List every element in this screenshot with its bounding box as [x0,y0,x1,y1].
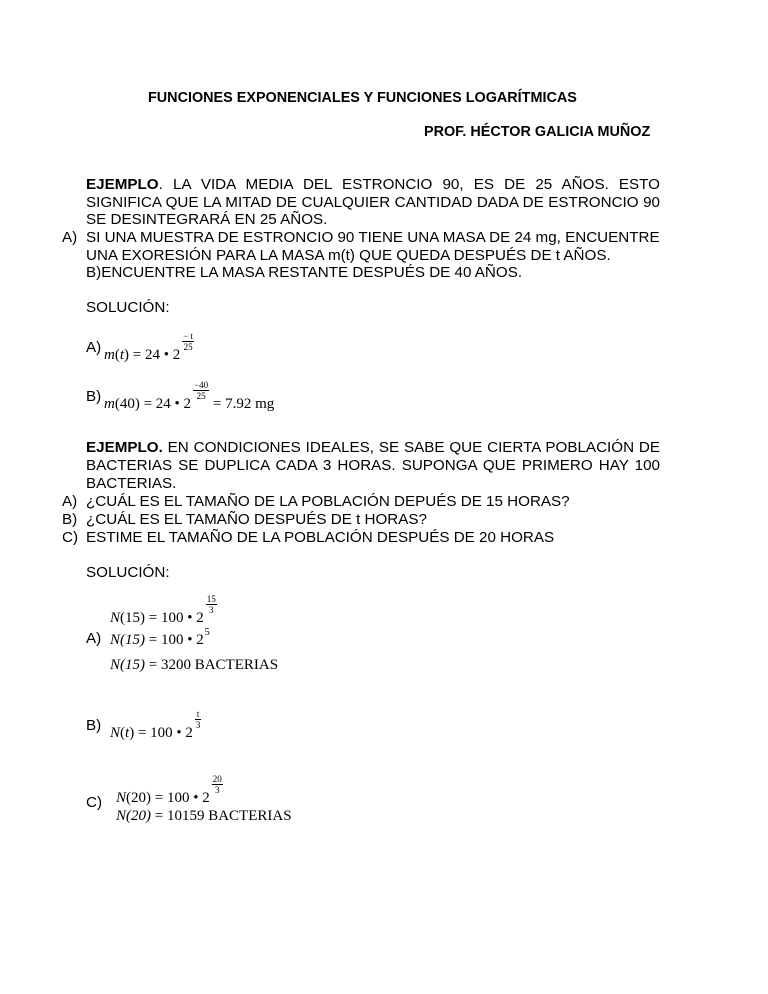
ex2-question-c-text: ESTIME EL TAMAÑO DE LA POBLACIÓN DESPUÉS DE 20 HORAS [86,529,555,546]
ex1-intro-text-1: . LA VIDA MEDIA DEL ESTRONCIO 90, ES DE 25 AÑOS. ESTO [158,176,660,193]
author-line: PROF. HÉCTOR GALICIA MUÑOZ [424,124,651,140]
ex2-sol-b-fn: N [110,725,121,741]
ex1-sol-a-eq: = 24 • 2 [132,347,181,363]
ex2-sol-a3-result: = 3200 BACTERIAS [148,657,279,673]
ex2-sol-a1-eq: = 100 • 2 [148,610,204,626]
ex2-question-a-text: ¿CUÁL ES EL TAMAÑO DE LA POBLACIÓN DEPUÉS DE 15 HORAS? [86,493,570,510]
ex2-sol-a1-arg: 15 [125,610,141,626]
ex1-sol-a-exponent [182,331,194,352]
ex1-intro-line-1 [86,176,660,193]
ex2-solution-b-label: B) [86,717,102,734]
ex1-sol-a-arg: t [119,347,125,363]
ex2-sol-c-line-2 [116,808,292,825]
ex2-intro-line-1 [86,439,660,456]
ex2-question-b-marker: B) [62,511,78,528]
ex1-sol-b-fn: m [104,396,115,412]
ex1-sol-a-exp-den: 25 [183,342,193,352]
ex2-sol-a2-exp: 5 [204,627,210,638]
ex2-sol-b-formula: N(t) = 100 • 2 $\frac{t}{3}$ [110,709,201,741]
ex1-sol-b-exp-den: 25 [196,391,206,401]
ex2-sol-b-exp-num: t [196,709,200,719]
ex2-sol-c2-lhs: N(20) [116,808,151,824]
ex2-solution-a-label: A) [86,630,102,647]
ex1-solution-a-label: A) [86,339,102,356]
ex1-heading: EJEMPLO [86,176,159,193]
ex2-question-a-marker: A) [62,493,78,510]
ex1-sol-a-exp-num: − t [183,331,194,341]
ex2-sol-c1-eq: = 100 • 2 [154,790,210,806]
ex1-sol-a-fn: m [104,347,115,363]
ex2-sol-a3-lhs: N(15) [110,657,145,673]
ex2-sol-a2-eq: = 100 • 2 [148,632,204,648]
ex2-sol-c1-exponent [212,774,223,795]
ex1-sol-b-eq: = 24 • 2 [143,396,192,412]
ex1-intro-line-3: SE DESINTEGRARÁ EN 25 AÑOS. [86,211,328,228]
ex1-solution-b-label: B) [86,388,102,405]
ex2-sol-a-line-3 [110,657,278,674]
ex2-sol-c1-fn: N [116,790,127,806]
ex2-sol-a1-exponent [206,594,217,615]
ex1-solution-label: SOLUCIÓN: [86,299,170,316]
ex1-question-b-line: B)ENCUENTRE LA MASA RESTANTE DESPUÉS DE 40 AÑOS. [86,264,523,281]
ex2-intro-line-2: BACTERIAS SE DUPLICA CADA 3 HORAS. SUPONGA QUE PRIMERO HAY 100 [86,457,660,474]
ex2-sol-a1-exp-den: 3 [208,605,214,615]
ex1-sol-b-exp-num: −40 [194,380,209,390]
ex2-sol-a-line-1: N(15) = 100 • 2 $\frac{15}{3}$ [110,594,216,626]
ex1-intro-line-2: SIGNIFICA QUE LA MITAD DE CUALQUIER CANTIDAD DADA DE ESTRONCIO 90 [86,194,660,211]
ex1-question-a-marker: A) [62,229,78,246]
ex2-question-b-text: ¿CUÁL ES EL TAMAÑO DESPUÉS DE t HORAS? [86,511,427,528]
ex2-sol-c1-arg: 20 [131,790,147,806]
ex1-question-a-line-2: UNA EXORESIÓN PARA LA MASA m(t) QUE QUEDA DESPUÉS DE t AÑOS. [86,247,611,264]
ex1-sol-b-result: = 7.92 mg [212,396,275,412]
ex2-sol-a1-exp-num: 15 [206,594,216,604]
ex2-sol-b-arg: t [125,725,130,741]
ex2-sol-a2-lhs: N(15) [110,632,145,648]
ex2-sol-b-eq: = 100 • 2 [137,725,193,741]
ex2-question-c-marker: C) [62,529,79,546]
ex1-question-a-line-1: SI UNA MUESTRA DE ESTRONCIO 90 TIENE UNA MASA DE 24 mg, ENCUENTRE [86,229,660,246]
ex2-sol-c1-exp-num: 20 [212,774,222,784]
ex2-intro-text-1: EN CONDICIONES IDEALES, SE SABE QUE CIERTA POBLACIÓN DE [162,439,660,456]
ex2-sol-c-line-1: N(20) = 100 • 2 $\frac{20}{3}$ [116,774,222,806]
ex2-sol-a-line-2 [110,627,210,649]
ex2-sol-b-exp-den: 3 [195,720,201,730]
ex1-sol-b-exponent [193,380,209,401]
ex2-sol-c1-exp-den: 3 [214,785,220,795]
ex2-sol-c2-result: = 10159 BACTERIAS [154,808,292,824]
ex1-solution-a-formula: m(t) = 24 • 2 $\frac{- t}{25}$ [104,331,194,363]
document-title: FUNCIONES EXPONENCIALES Y FUNCIONES LOGARÍTMICAS [148,90,577,106]
ex2-solution-label: SOLUCIÓN: [86,564,170,581]
ex2-sol-b-exponent [195,709,202,730]
ex2-intro-line-3: BACTERIAS. [86,475,177,492]
ex1-solution-b-formula: m(40) = 24 • 2 $\frac{-40}{25}$ = 7.92 mg [104,380,275,412]
ex2-heading: EJEMPLO. [86,439,163,456]
ex1-sol-b-arg: 40 [119,396,135,412]
ex2-sol-a1-fn: N [110,610,121,626]
ex2-solution-c-label: C) [86,794,103,811]
